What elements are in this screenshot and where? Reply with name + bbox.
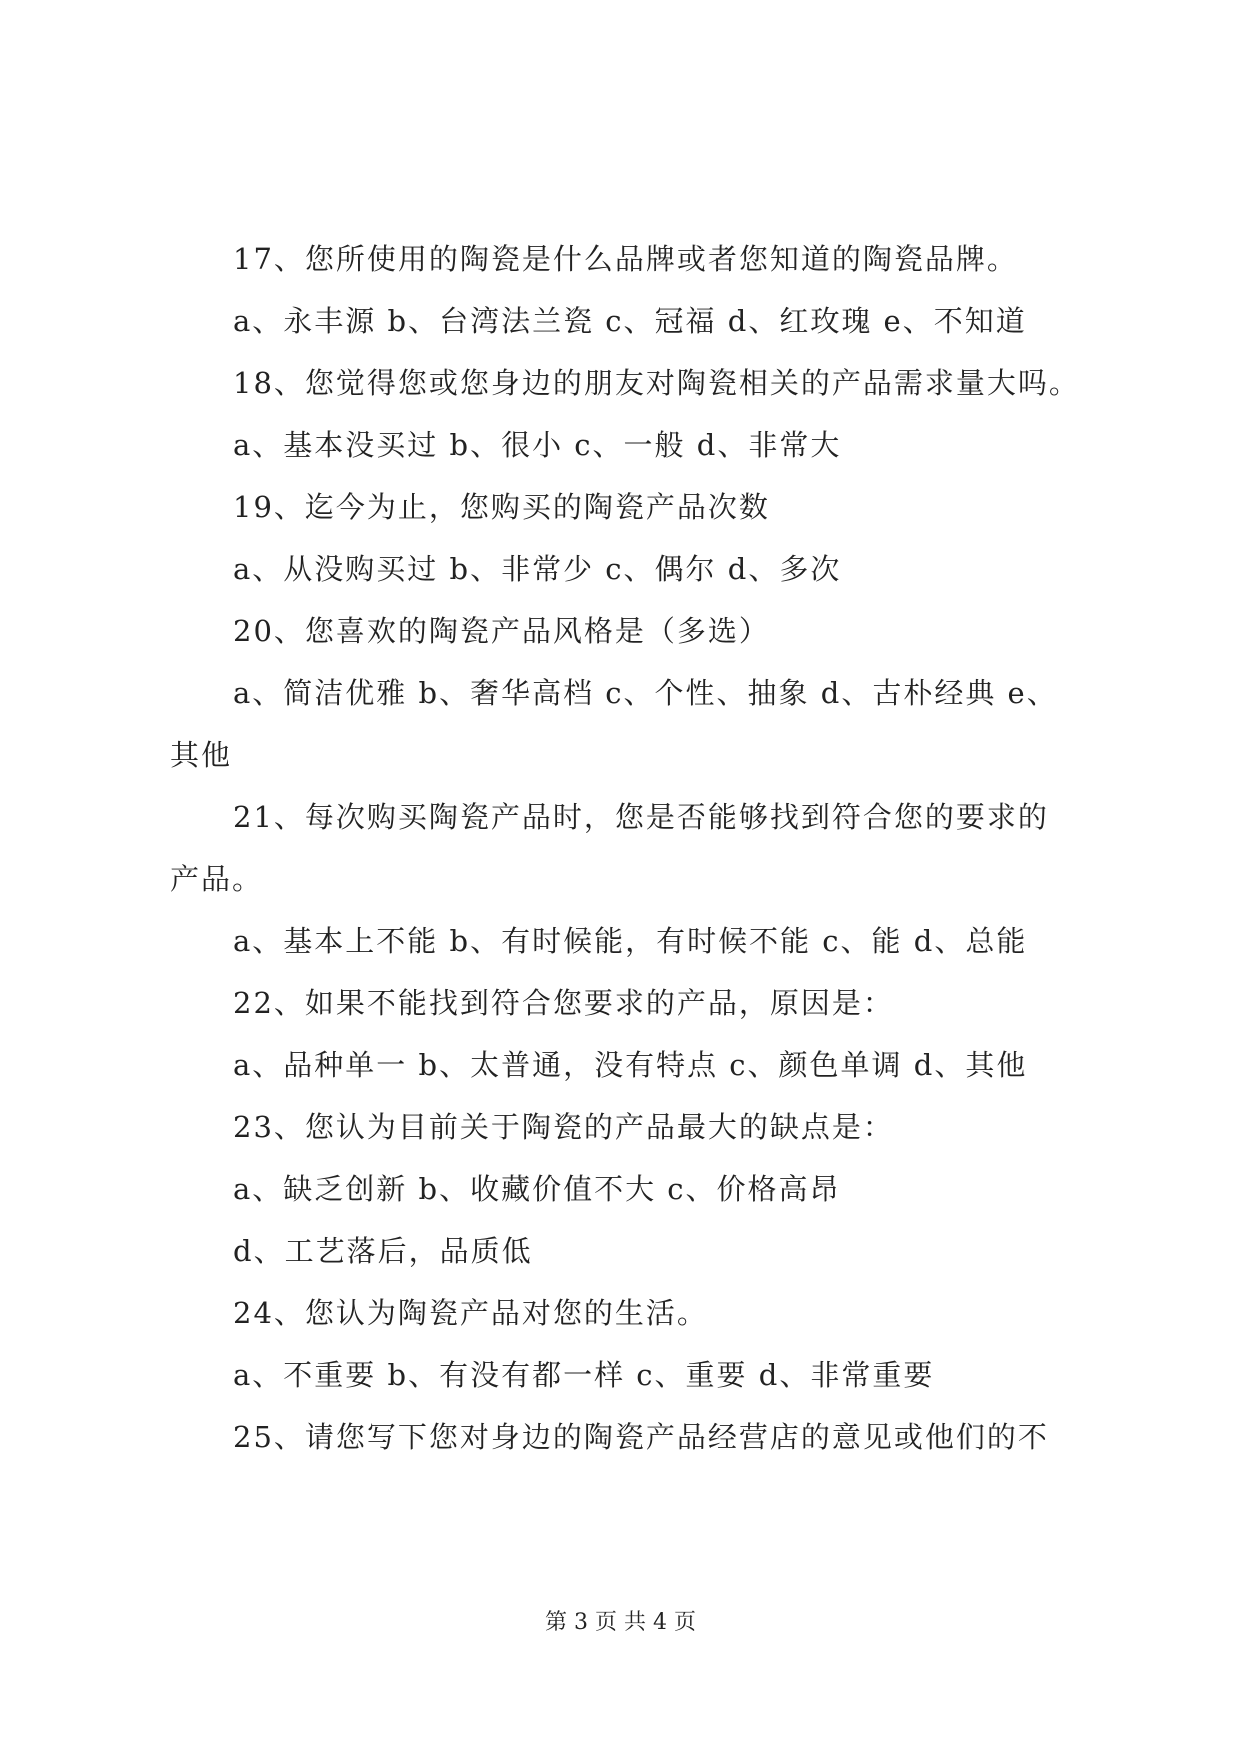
question-21: 21、每次购买陶瓷产品时，您是否能够找到符合您的要求的 [233,800,1049,834]
document-body [170,228,1130,1468]
question-21-continued: 产品。 [170,862,264,896]
question-23-options-continued: d、工艺落后，品质低 [233,1234,533,1268]
question-24: 24、您认为陶瓷产品对您的生活。 [233,1296,708,1330]
question-20-options: a、简洁优雅 b、奢华高档 c、个性、抽象 d、古朴经典 e、 [233,676,1058,710]
question-21-options: a、基本上不能 b、有时候能，有时候不能 c、能 d、总能 [233,924,1028,958]
question-18-options: a、基本没买过 b、很小 c、一般 d、非常大 [233,428,842,462]
question-20: 20、您喜欢的陶瓷产品风格是（多选） [233,614,770,648]
question-23: 23、您认为目前关于陶瓷的产品最大的缺点是： [233,1110,894,1144]
question-17: 17、您所使用的陶瓷是什么品牌或者您知道的陶瓷品牌。 [233,242,1018,276]
question-19-options: a、从没购买过 b、非常少 c、偶尔 d、多次 [233,552,842,586]
question-25: 25、请您写下您对身边的陶瓷产品经营店的意见或他们的不 [233,1420,1049,1454]
page-number-footer: 第 3 页 共 4 页 [545,1610,696,1635]
question-20-options-continued: 其他 [170,738,233,772]
question-17-options: a、永丰源 b、台湾法兰瓷 c、冠福 d、红玫瑰 e、不知道 [233,304,1027,338]
question-22-options: a、品种单一 b、太普通，没有特点 c、颜色单调 d、其他 [233,1048,1028,1082]
question-22: 22、如果不能找到符合您要求的产品，原因是： [233,986,894,1020]
question-19: 19、迄今为止，您购买的陶瓷产品次数 [233,490,770,524]
question-23-options: a、缺乏创新 b、收藏价值不大 c、价格高昂 [233,1172,841,1206]
question-18: 18、您觉得您或您身边的朋友对陶瓷相关的产品需求量大吗。 [233,366,1080,400]
question-24-options: a、不重要 b、有没有都一样 c、重要 d、非常重要 [233,1358,935,1392]
